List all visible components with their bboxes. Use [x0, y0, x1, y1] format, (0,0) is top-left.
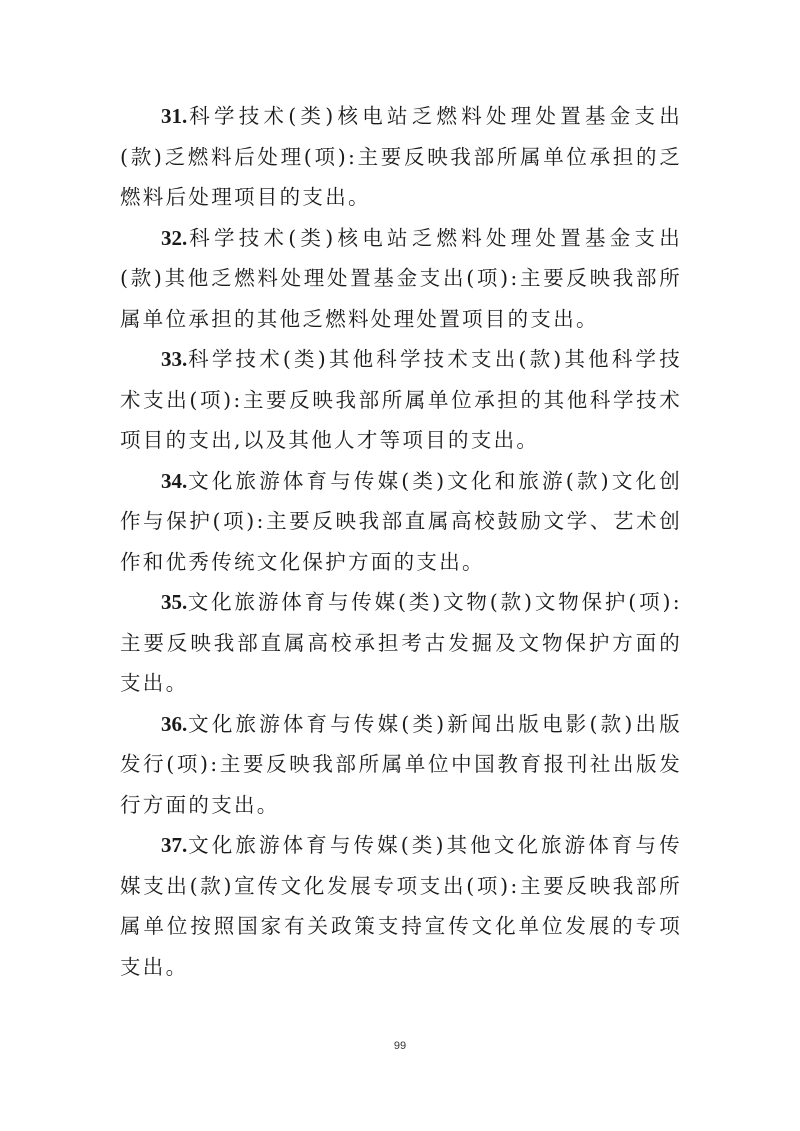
paragraph-text: 文化旅游体育与传媒(类)文物(款)文物保护(项):主要反映我部直属高校承担考古发掘及文物保护方面的支出。: [120, 590, 682, 695]
paragraph-34: [120, 461, 682, 583]
paragraph-number: 37.: [161, 833, 188, 857]
paragraph-32: [120, 218, 682, 340]
document-body: [120, 96, 682, 987]
paragraph-text: 科学技术(类)核电站乏燃料处理处置基金支出(款)其他乏燃料处理处置基金支出(项):主要反映我部所属单位承担的其他乏燃料处理处置项目的支出。: [120, 225, 682, 331]
paragraph-text: 科学技术(类)核电站乏燃料处理处置基金支出(款)乏燃料后处理(项):主要反映我部所属单位承担的乏燃料后处理项目的支出。: [120, 104, 682, 209]
paragraph-number: 34.: [161, 468, 188, 493]
paragraph-text: 文化旅游体育与传媒(类)新闻出版电影(款)出版发行(项):主要反映我部所属单位中国教育报刊社出版发行方面的支出。: [120, 711, 682, 817]
paragraph-31: [120, 96, 682, 218]
paragraph-text: 科学技术(类)其他科学技术支出(款)其他科学技术支出(项):主要反映我部所属单位承担的其他科学技术项目的支出,以及其他人才等项目的支出。: [120, 347, 682, 452]
paragraph-number: 36.: [161, 711, 188, 736]
paragraph-text: 文化旅游体育与传媒(类)其他文化旅游体育与传媒支出(款)宣传文化发展专项支出(项):主要反映我部所属单位按照国家有关政策支持宣传文化单位发展的专项支出。: [120, 833, 682, 979]
paragraph-number: 33.: [161, 347, 188, 371]
paragraph-33: [120, 339, 682, 461]
paragraph-text: 文化旅游体育与传媒(类)文化和旅游(款)文化创作与保护(项):主要反映我部直属高校鼓励文学、艺术创作和优秀传统文化保护方面的支出。: [120, 468, 682, 574]
paragraph-number: 32.: [161, 225, 188, 250]
paragraph-36: [120, 704, 682, 826]
paragraph-35: [120, 582, 682, 704]
paragraph-37: [120, 825, 682, 987]
page-number: 99: [393, 1040, 407, 1052]
paragraph-number: 35.: [161, 590, 188, 614]
paragraph-number: 31.: [161, 104, 188, 128]
